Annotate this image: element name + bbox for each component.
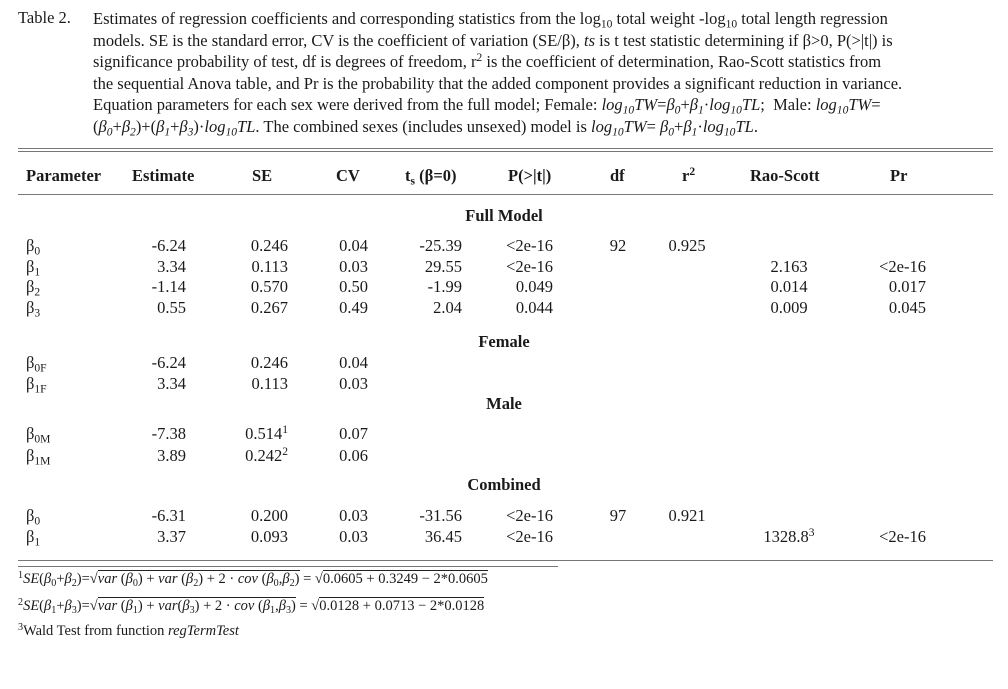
- cell-full-1-rao: 2.163: [770, 257, 808, 276]
- cell-full-3-rao: 0.009: [770, 298, 808, 317]
- col-header-cv: CV: [336, 166, 360, 185]
- cell-female-1-estimate: 3.34: [157, 374, 186, 393]
- cell-male-0-se: 0.514$^1$: [245, 424, 288, 443]
- param-female-0: $\beta_{0F}$: [26, 353, 47, 375]
- param-female-1: $\beta_{1F}$: [26, 374, 47, 396]
- cell-full-0-df: 92: [609, 236, 627, 255]
- table-bottom-rule: [18, 560, 993, 561]
- cell-combined-0-p: <2e-16: [506, 506, 553, 525]
- cell-full-3-p: 0.044: [515, 298, 553, 317]
- cell-full-0-p: <2e-16: [506, 236, 553, 255]
- caption-line-2: models. SE is the standard error, CV is the coefficient of variation (SE/β), ts is t test statistic determining if β>0, P(>|t|) is: [93, 30, 893, 50]
- cell-full-3-cv: 0.49: [339, 298, 368, 317]
- caption-line-5: Equation parameters for each sex were derived from the full model; Female: $\log_{10}TW=\beta_0+\beta_1\cdot\log_{10}TL$; Male: $\log_{10}TW=$: [93, 95, 881, 117]
- cell-combined-0-cv: 0.03: [339, 506, 368, 525]
- cell-combined-1-pr: <2e-16: [879, 527, 926, 546]
- cell-combined-0-se: 0.200: [250, 506, 288, 525]
- cell-full-3-t: 2.04: [433, 298, 462, 317]
- section-full-model: Full Model: [465, 206, 543, 225]
- cell-female-1-se: 0.113: [251, 374, 288, 393]
- cell-female-0-estimate: -6.24: [151, 353, 186, 372]
- caption-line-4: the sequential Anova table, and Pr is the probability that the added component provides a significant reduction in variance.: [93, 73, 903, 93]
- cell-full-3-pr: 0.045: [888, 298, 926, 317]
- cell-full-1-p: <2e-16: [506, 257, 553, 276]
- param-male-1: $\beta_{1M}$: [26, 446, 51, 468]
- cell-female-1-cv: 0.03: [339, 374, 368, 393]
- param-full-0: $\beta_0$: [26, 236, 41, 258]
- cell-male-1-cv: 0.06: [339, 446, 368, 465]
- col-header-parameter: Parameter: [26, 166, 102, 185]
- footnote-3: $^3$Wald Test from function regTermTest: [18, 621, 239, 639]
- cell-full-2-rao: 0.014: [770, 277, 808, 296]
- col-header-ts: $t_s$ (β=0): [405, 166, 457, 188]
- cell-full-0-cv: 0.04: [339, 236, 368, 255]
- cell-full-1-cv: 0.03: [339, 257, 368, 276]
- table-top-rule: [18, 148, 993, 149]
- cell-male-0-estimate: -7.38: [151, 424, 186, 443]
- cell-full-0-se: 0.246: [250, 236, 288, 255]
- table-label: Table 2.: [18, 8, 71, 27]
- param-full-1: $\beta_1$: [26, 257, 41, 279]
- cell-combined-1-p: <2e-16: [506, 527, 553, 546]
- cell-combined-1-se: 0.093: [250, 527, 288, 546]
- col-header-rao-scott: Rao-Scott: [750, 166, 820, 185]
- table-caption: [93, 8, 993, 137]
- cell-full-2-t: -1.99: [427, 277, 462, 296]
- col-header-r2: $r^2$: [682, 166, 696, 185]
- caption-line-3: significance probability of test, df is degrees of freedom, $r^2$ is the coefficient of determination, Rao-Scott statistics from: [93, 52, 882, 71]
- param-full-2: $\beta_2$: [26, 277, 41, 299]
- caption-line-1: Estimates of regression coefficients and corresponding statistics from the $\log_{10}$ total weight $-\log_{10}$ total length regression: [93, 9, 888, 31]
- cell-full-1-pr: <2e-16: [879, 257, 926, 276]
- cell-full-1-se: 0.113: [251, 257, 288, 276]
- param-combined-1: $\beta_1$: [26, 527, 41, 549]
- cell-full-2-p: 0.049: [515, 277, 553, 296]
- cell-full-3-se: 0.267: [250, 298, 288, 317]
- section-male: Male: [486, 394, 522, 413]
- cell-combined-1-t: 36.45: [424, 527, 462, 546]
- cell-combined-0-estimate: -6.31: [151, 506, 186, 525]
- cell-male-1-se: 0.242$^2$: [245, 446, 288, 465]
- cell-male-1-estimate: 3.89: [157, 446, 186, 465]
- cell-combined-0-t: -31.56: [419, 506, 462, 525]
- cell-full-2-estimate: -1.14: [151, 277, 186, 296]
- param-full-3: $\beta_3$: [26, 298, 41, 320]
- cell-full-2-cv: 0.50: [339, 277, 368, 296]
- cell-male-0-cv: 0.07: [339, 424, 368, 443]
- footnote-rule: [18, 566, 558, 567]
- cell-combined-0-r2: 0.921: [668, 506, 706, 525]
- cell-full-1-t: 29.55: [424, 257, 462, 276]
- footnote-2: $^2SE(\beta_1+\beta_3)=√var$ $(\beta_1) + var(\beta_3) + 2$ · cov $(\beta_1,\beta_3) = √0.0128 + 0.0713 - 2*0.0128$: [18, 596, 485, 617]
- caption-line-6: $(\beta_0+\beta_2)+(\beta_1+\beta_3)\cdot\log_{10}TL$. The combined sexes (includes unsexed) model is $\log_{10}TW= \beta_0+\beta_1\cdot\log_{10}TL$.: [93, 116, 758, 138]
- cell-full-2-se: 0.570: [250, 277, 288, 296]
- cell-full-0-t: -25.39: [419, 236, 462, 255]
- cell-full-0-estimate: -6.24: [151, 236, 186, 255]
- table-top-rule-2: [18, 151, 993, 152]
- cell-combined-1-estimate: 3.37: [157, 527, 186, 546]
- cell-female-0-cv: 0.04: [339, 353, 368, 372]
- param-male-0: $\beta_{0M}$: [26, 424, 51, 446]
- param-combined-0: $\beta_0$: [26, 506, 41, 528]
- cell-combined-1-cv: 0.03: [339, 527, 368, 546]
- cell-full-0-r2: 0.925: [668, 236, 706, 255]
- col-header-p: P(>|t|): [508, 166, 552, 185]
- col-header-df: df: [610, 166, 625, 185]
- cell-combined-1-rao: 1328.8$^3$: [763, 527, 815, 546]
- cell-full-3-estimate: 0.55: [157, 298, 186, 317]
- header-bottom-rule: [18, 194, 993, 195]
- col-header-estimate: Estimate: [132, 166, 195, 185]
- section-female: Female: [478, 332, 530, 351]
- cell-full-1-estimate: 3.34: [157, 257, 186, 276]
- cell-full-2-pr: 0.017: [888, 277, 926, 296]
- col-header-se: SE: [252, 166, 273, 185]
- col-header-pr: Pr: [890, 166, 908, 185]
- footnote-1: $^1SE(\beta_0+\beta_2)=√var$ $(\beta_0)$ + var $(\beta_2) + 2$ · cov $(\beta_0,\beta_2) = √0.0605 + 0.3249 - 2*0.0605$: [18, 569, 488, 590]
- cell-combined-0-df: 97: [609, 506, 627, 525]
- section-combined: Combined: [467, 475, 541, 494]
- cell-female-0-se: 0.246: [250, 353, 288, 372]
